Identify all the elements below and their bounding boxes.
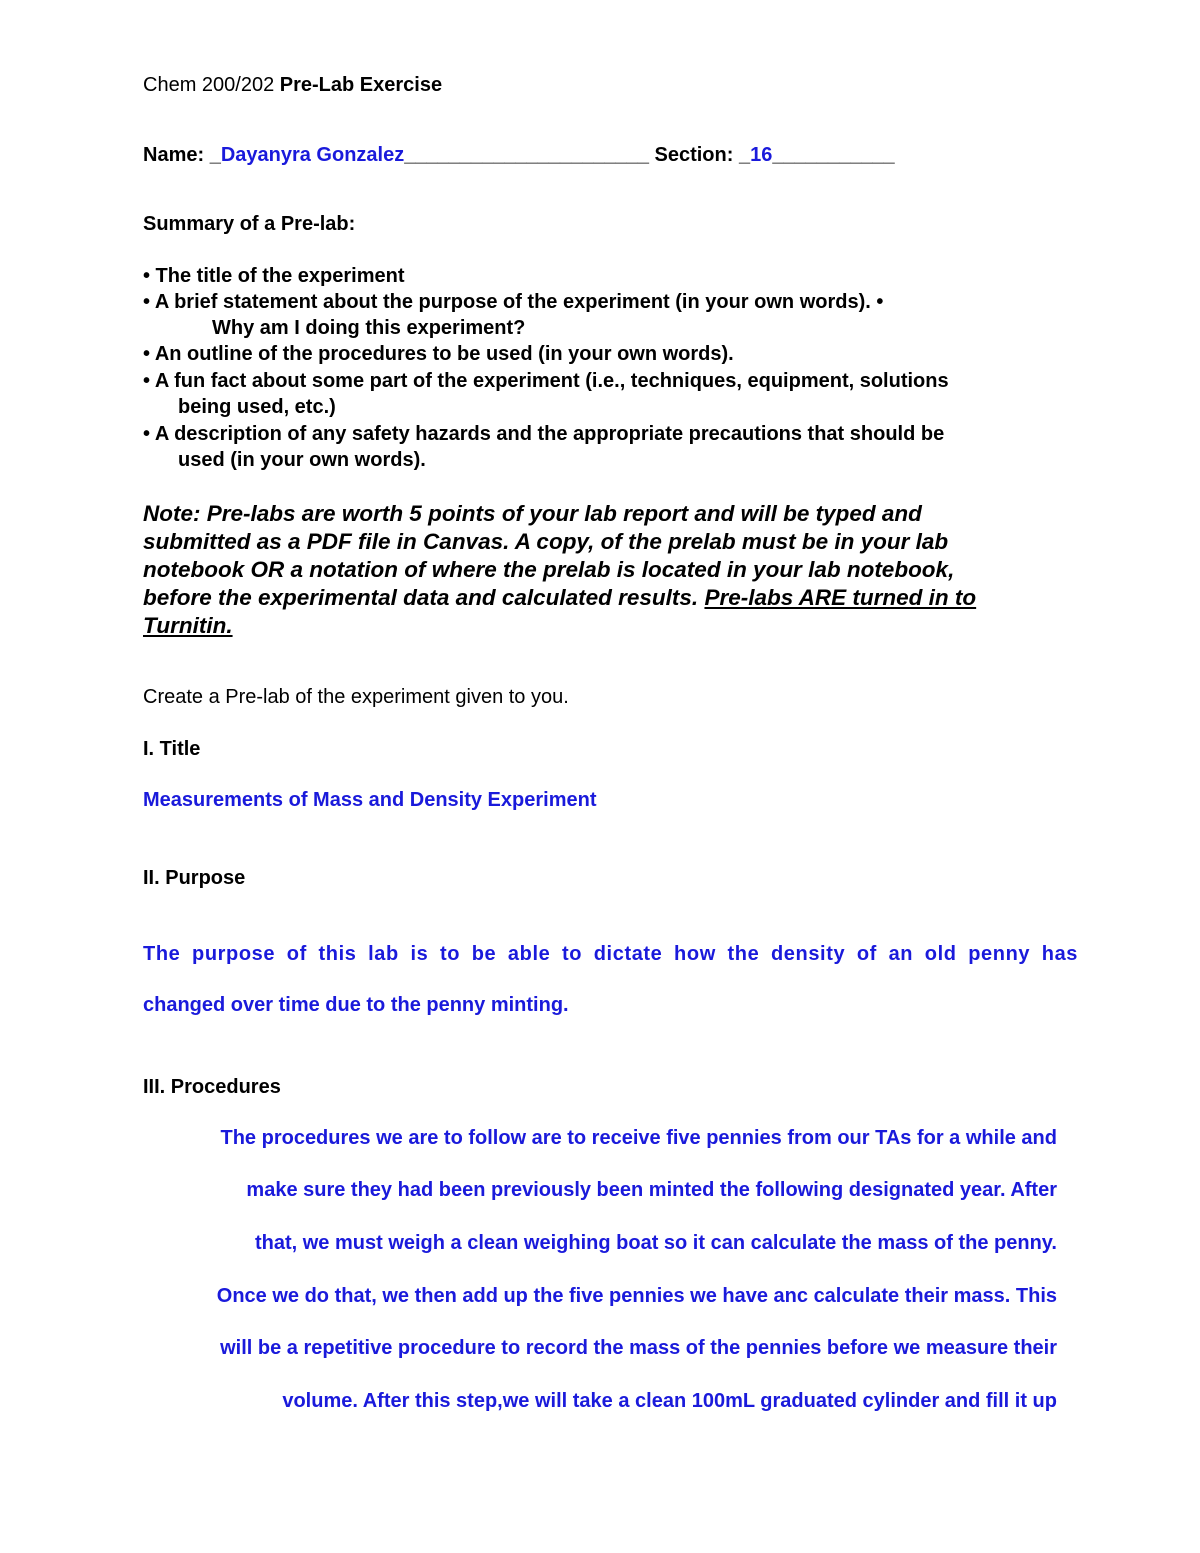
note-line: notebook OR a notation of where the prelab is located in your lab notebook, <box>143 557 955 582</box>
procedures-line: The procedures we are to follow are to receive five pennies from our TAs for a while and <box>220 1127 1057 1149</box>
summary-item: • A brief statement about the purpose of the experiment (in your own words). • <box>143 291 884 313</box>
summary-heading: Summary of a Pre-lab: <box>143 213 356 235</box>
summary-item: • The title of the experiment <box>143 265 405 287</box>
name-label: Name: _ <box>143 144 221 166</box>
note-turnitin-underlined: Pre-labs ARE turned in to <box>704 585 977 610</box>
note-text: before the experimental data and calculated results. <box>143 585 705 610</box>
experiment-title: Measurements of Mass and Density Experiment <box>143 789 597 811</box>
section-blank: ___________ <box>772 144 895 166</box>
document-header <box>143 73 442 97</box>
instruction-text: Create a Pre-lab of the experiment given to you. <box>143 686 569 708</box>
student-name: Dayanyra Gonzalez <box>220 144 405 166</box>
section-label: Section: _ <box>654 144 751 166</box>
name-section-line <box>143 143 895 167</box>
course-label: Chem 200/202 <box>143 74 280 96</box>
summary-item: • An outline of the procedures to be used (in your own words). <box>143 343 734 365</box>
note-line <box>143 584 976 612</box>
procedures-line: Once we do that, we then add up the five pennies we have anc calculate their mass. This <box>216 1285 1057 1307</box>
procedures-line: volume. After this step,we will take a clean 100mL graduated cylinder and fill it up <box>282 1390 1057 1412</box>
procedures-line: make sure they had been previously been minted the following designated year. After <box>246 1179 1057 1201</box>
title-heading: I. Title <box>143 738 201 760</box>
summary-item: being used, etc.) <box>178 396 336 418</box>
summary-item: • A fun fact about some part of the experiment (i.e., techniques, equipment, solutions <box>143 370 949 392</box>
section-number: 16 <box>750 144 773 166</box>
procedures-heading: III. Procedures <box>143 1076 281 1098</box>
purpose-heading: II. Purpose <box>143 867 246 889</box>
note-turnitin-underlined: Turnitin. <box>143 613 233 638</box>
procedures-line: will be a repetitive procedure to record the mass of the pennies before we measure their <box>220 1337 1057 1359</box>
summary-item: • A description of any safety hazards and the appropriate precautions that should be <box>143 423 945 445</box>
purpose-line: changed over time due to the penny minting. <box>143 994 569 1016</box>
document-title: Pre-Lab Exercise <box>279 74 443 96</box>
summary-item: used (in your own words). <box>178 449 426 471</box>
note-line: Note: Pre-labs are worth 5 points of your lab report and will be typed and <box>143 501 922 526</box>
note-line: submitted as a PDF file in Canvas. A copy, of the prelab must be in your lab <box>143 529 949 554</box>
purpose-line: The purpose of this lab is to be able to dictate how the density of an old penny has <box>143 943 1079 965</box>
procedures-line: that, we must weigh a clean weighing boat so it can calculate the mass of the penny. <box>254 1232 1057 1254</box>
name-blank: ______________________ <box>404 144 655 166</box>
summary-item: Why am I doing this experiment? <box>212 317 526 339</box>
